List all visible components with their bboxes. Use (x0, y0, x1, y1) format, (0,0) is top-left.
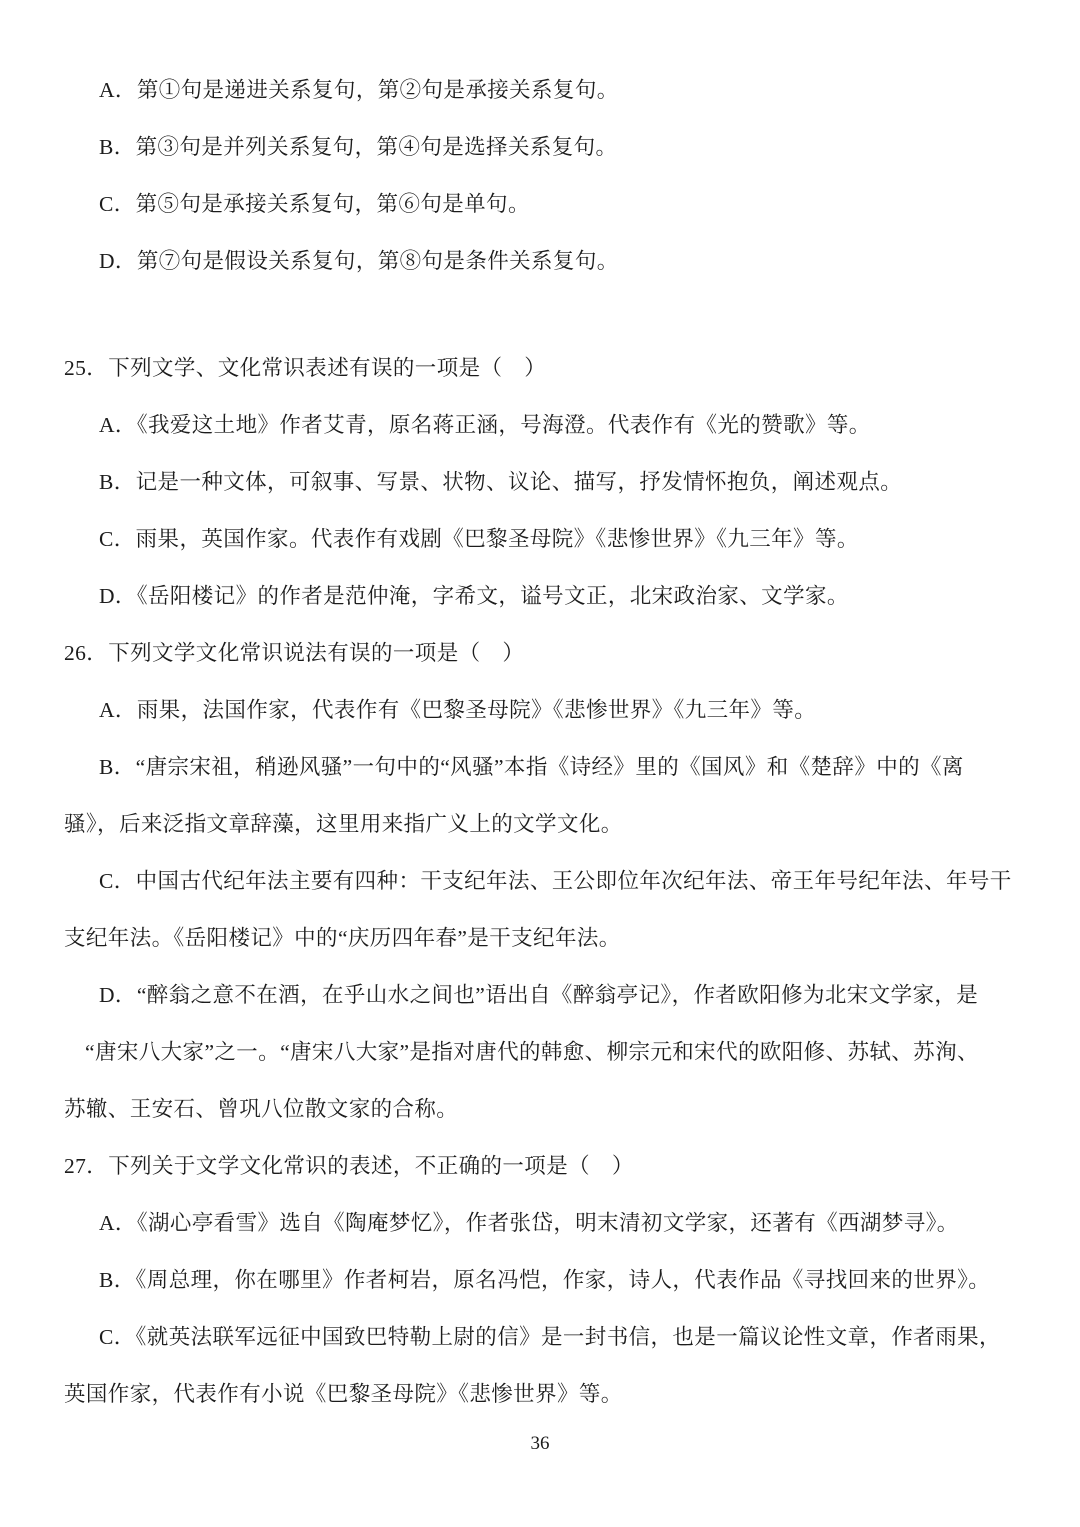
option-26-a: A．雨果，法国作家，代表作有《巴黎圣母院》《悲惨世界》《九三年》等。 (99, 698, 817, 722)
question-26: 26．下列文学文化常识说法有误的一项是（ ） (64, 641, 525, 665)
option-26-c: C．中国古代纪年法主要有四种：干支纪年法、王公即位年次纪年法、帝王年号纪年法、年号干 (99, 869, 1012, 893)
question-25: 25．下列文学、文化常识表述有误的一项是（ ） (64, 356, 547, 380)
option-25-a: A．《我爱这土地》作者艾青，原名蒋正涵，号海澄。代表作有《光的赞歌》等。 (99, 413, 871, 437)
option-27-a: A．《湖心亭看雪》选自《陶庵梦忆》，作者张岱，明末清初文学家，还著有《西湖梦寻》。 (99, 1211, 959, 1235)
option-25-b: B．记是一种文体，可叙事、写景、状物、议论、描写，抒发情怀抱负，阐述观点。 (99, 470, 903, 494)
option-25-d: D．《岳阳楼记》的作者是范仲淹，字希文，谥号文正，北宋政治家、文学家。 (99, 584, 849, 608)
option-26-d-cont-1: “唐宋八大家”之一。“唐宋八大家”是指对唐代的韩愈、柳宗元和宋代的欧阳修、苏轼、苏洵、 (85, 1040, 979, 1064)
option-27-c: C．《就英法联军远征中国致巴特勒上尉的信》是一封书信，也是一篇议论性文章，作者雨果， (99, 1325, 1001, 1349)
option-26-d-cont-2: 苏辙、王安石、曾巩八位散文家的合称。 (64, 1097, 459, 1121)
option-25-c: C．雨果，英国作家。代表作有戏剧《巴黎圣母院》《悲惨世界》《九三年》等。 (99, 527, 859, 551)
blank-line (0, 290, 1080, 340)
option-27-c-cont: 英国作家，代表作有小说《巴黎圣母院》《悲惨世界》等。 (64, 1382, 623, 1406)
option-d: D．第⑦句是假设关系复句，第⑧句是条件关系复句。 (99, 249, 619, 273)
option-26-c-cont: 支纪年法。《岳阳楼记》中的“庆历四年春”是干支纪年法。 (64, 926, 621, 950)
option-27-b: B．《周总理，你在哪里》作者柯岩，原名冯恺，作家，诗人，代表作品《寻找回来的世界》。 (99, 1268, 991, 1292)
option-26-b-cont: 骚》，后来泛指文章辞藻，这里用来指广义上的文学文化。 (64, 812, 623, 836)
page-number: 36 (530, 1433, 550, 1454)
option-26-d: D．“醉翁之意不在酒，在乎山水之间也”语出自《醉翁亭记》，作者欧阳修为北宋文学家，是 (99, 983, 979, 1007)
option-b: B．第③句是并列关系复句，第④句是选择关系复句。 (99, 135, 618, 159)
option-26-b: B．“唐宗宋祖，稍逊风骚”一句中的“风骚”本指《诗经》里的《国风》和《楚辞》中的《离 (99, 755, 964, 779)
option-c: C．第⑤句是承接关系复句，第⑥句是单句。 (99, 192, 530, 216)
question-27: 27．下列关于文学文化常识的表述，不正确的一项是（ ） (64, 1154, 634, 1178)
option-a: A．第①句是递进关系复句，第②句是承接关系复句。 (99, 78, 619, 102)
